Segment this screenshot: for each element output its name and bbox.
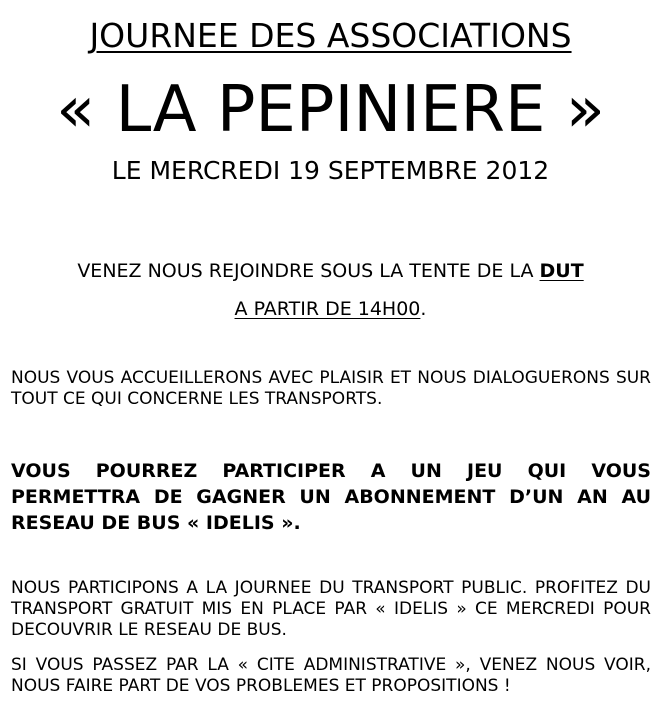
event-name: « LA PEPINIERE » [56, 73, 605, 147]
transport-day-paragraph: NOUS PARTICIPONS A LA JOURNEE DU TRANSPORT PUBLIC. PROFITEZ DU TRANSPORT GRATUIT MIS EN PLACE PAR « IDELIS » CE MERCREDI POUR DECOUVRIR LE RESEAU DE BUS. [11, 578, 651, 640]
invite-line-2-suffix: . [420, 298, 427, 320]
venue-name: DUT [539, 260, 584, 282]
invite-line-2 [0, 294, 661, 324]
invite-line-1 [0, 256, 661, 286]
visit-paragraph: SI VOUS PASSEZ PAR LA « CITE ADMINISTRATIVE », VENEZ NOUS VOIR, NOUS FAIRE PART DE VOS PROBLEMES ET PROPOSITIONS ! [11, 655, 651, 696]
invite-line-1-text: VENEZ NOUS REJOINDRE SOUS LA TENTE DE LA [77, 260, 540, 282]
document-title: JOURNEE DES ASSOCIATIONS [89, 16, 572, 55]
start-time: A PARTIR DE 14H00 [234, 298, 421, 320]
event-date: LE MERCREDI 19 SEPTEMBRE 2012 [111, 156, 550, 185]
game-paragraph: VOUS POURREZ PARTICIPER A UN JEU QUI VOUS PERMETTRA DE GAGNER UN ABONNEMENT D’UN AN AU RESEAU DE BUS « IDELIS ». [11, 460, 651, 534]
welcome-paragraph: NOUS VOUS ACCUEILLERONS AVEC PLAISIR ET NOUS DIALOGUERONS SUR TOUT CE QUI CONCERNE LES TRANSPORTS. [11, 368, 651, 409]
